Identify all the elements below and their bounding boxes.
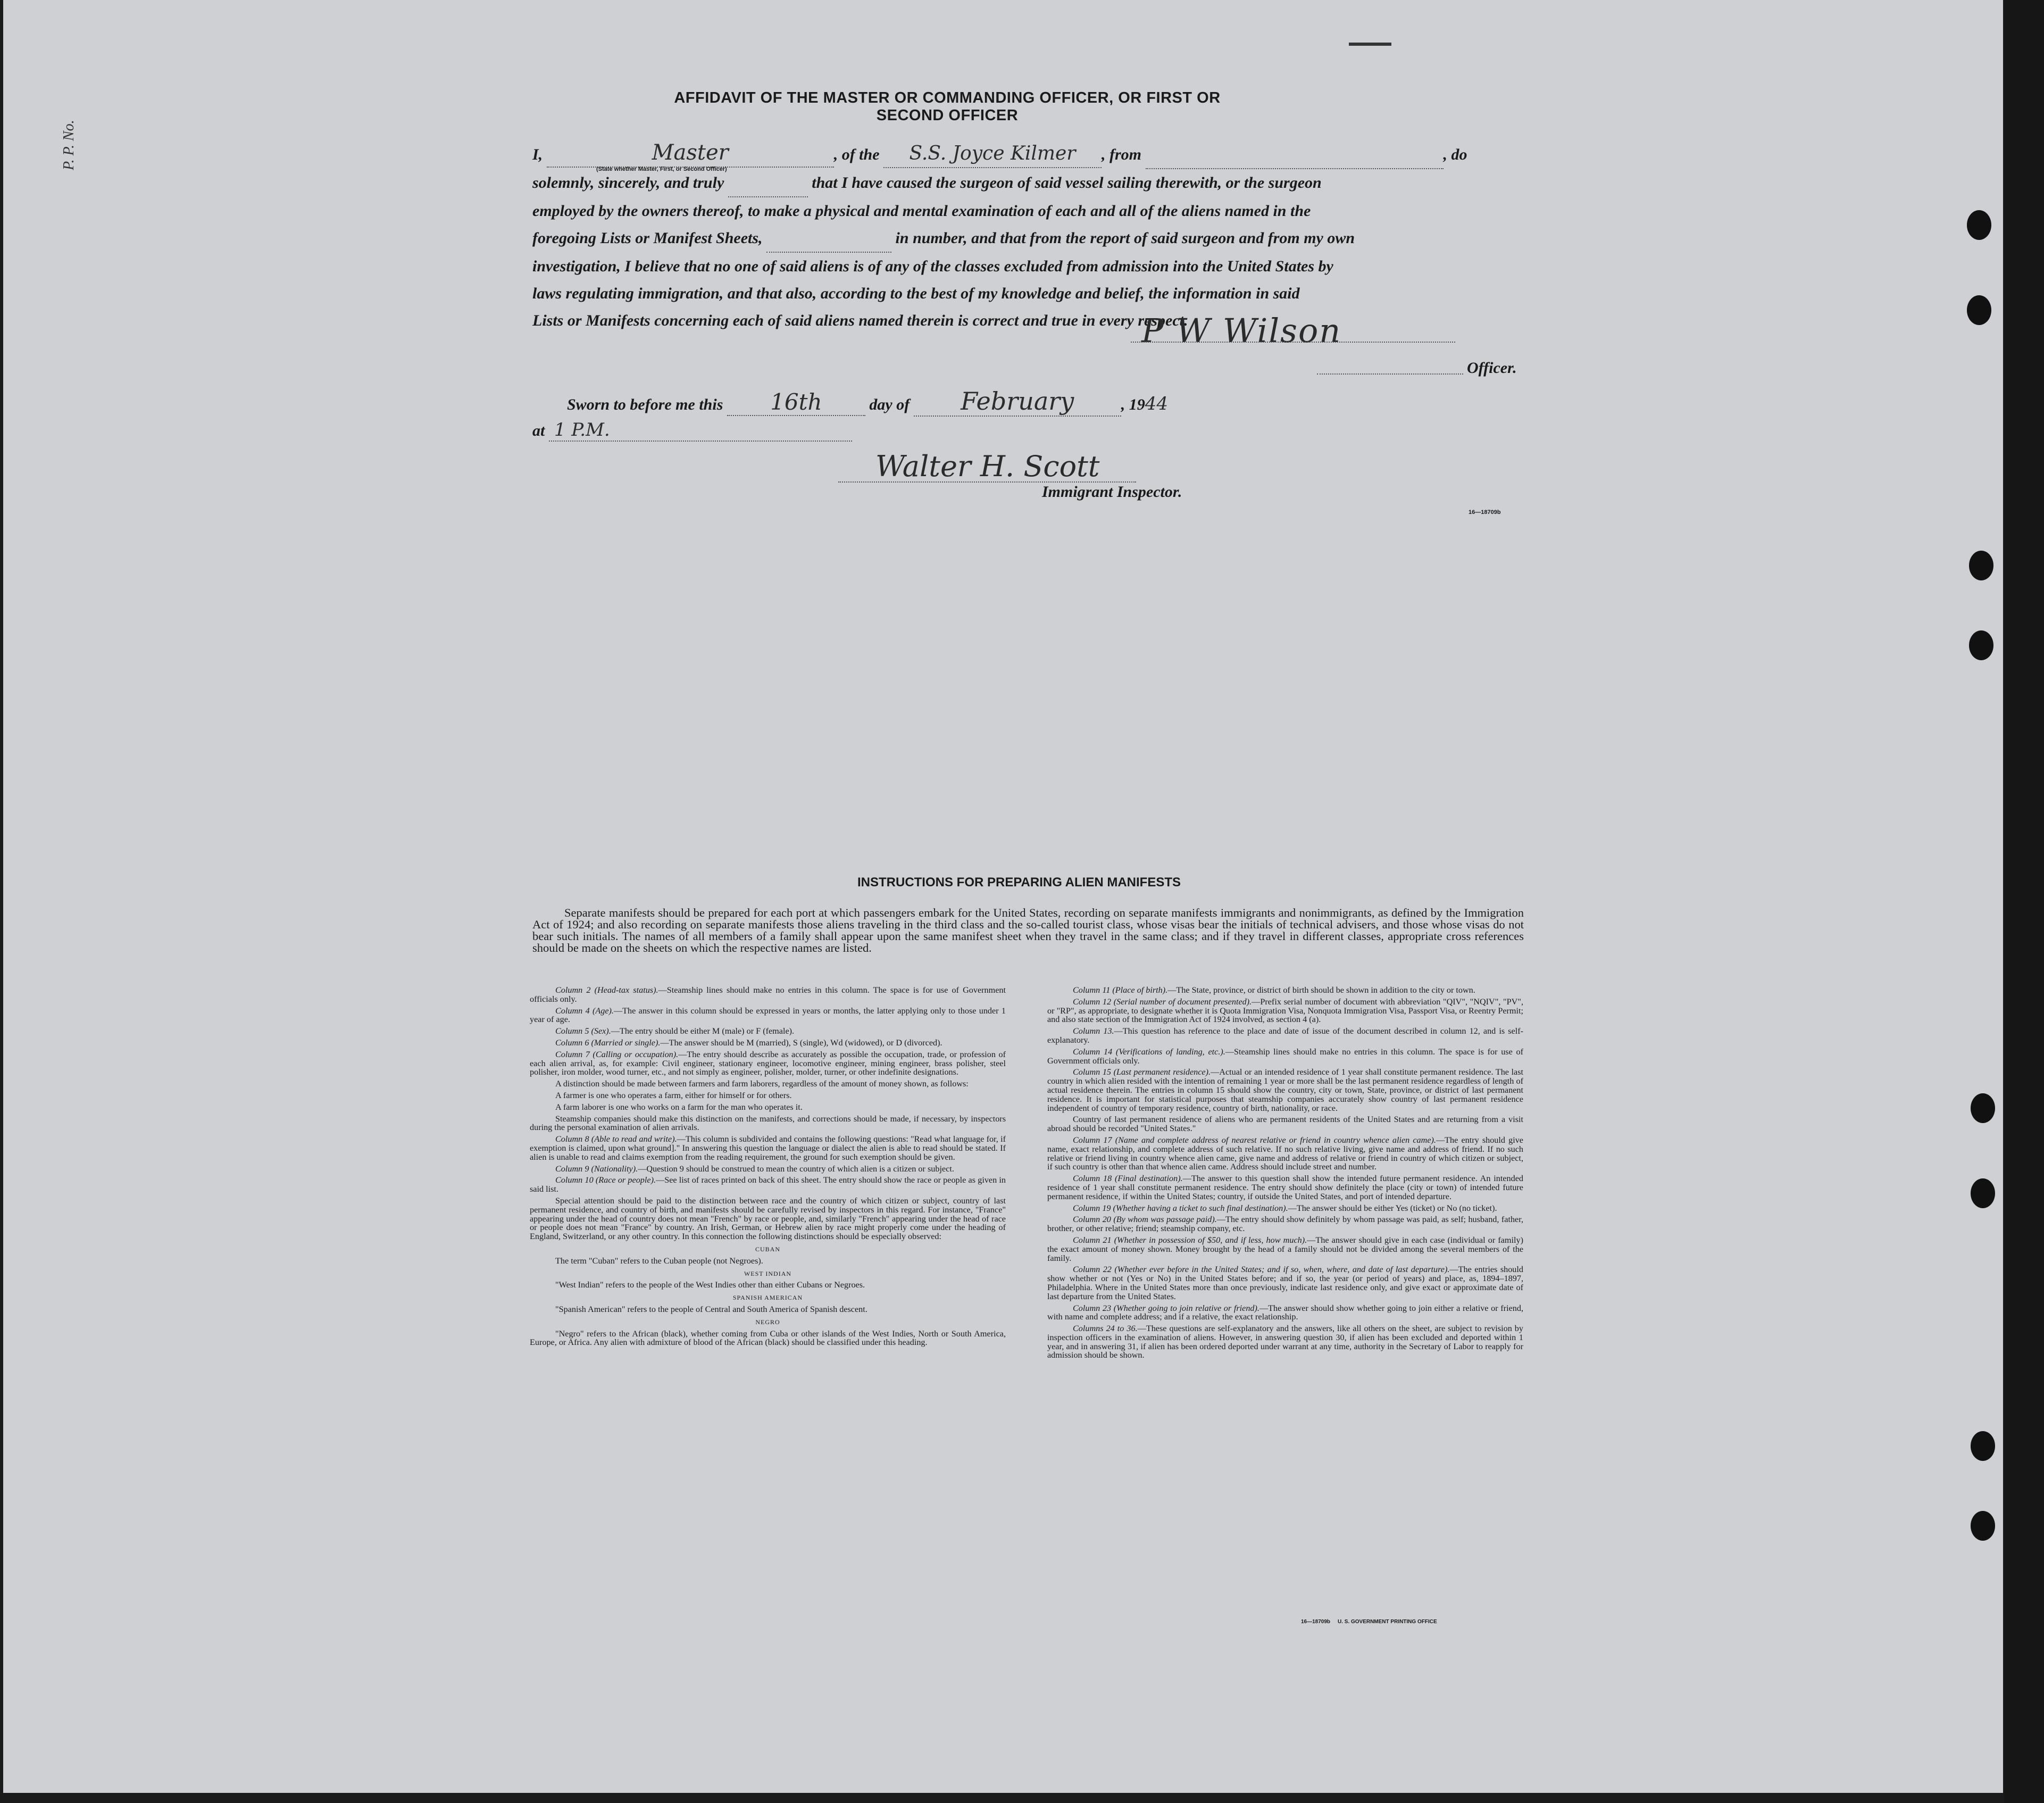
affidavit-line-5: investigation, I believe that no one of said aliens is of any of the classes excluded from admission into the United States by: [532, 257, 1333, 275]
instruction-lead: Column 9 (Nationality).: [555, 1164, 638, 1174]
instruction-lead: Column 13.: [1073, 1026, 1114, 1036]
instruction-text: —Question 9 should be construed to mean the country of which alien is a citizen or subject.: [638, 1164, 954, 1174]
instruction-lead: Column 11 (Place of birth).: [1073, 985, 1168, 995]
instruction-text: —The entry should show definitely by whom passage was paid, as self; husband, father, brother, or other relative; friend; steamship company, etc.: [1047, 1215, 1524, 1234]
instruction-paragraph: [1047, 1027, 1523, 1045]
instruction-paragraph: [530, 986, 1006, 1004]
instructions-right-column: [1047, 986, 1523, 1362]
instruction-paragraph: [530, 1197, 1006, 1241]
instruction-paragraph: [530, 1091, 1006, 1100]
text-number: in number, and that from the report of said surgeon and from my own: [895, 229, 1355, 247]
affidavit-line-1: [532, 139, 1524, 169]
instruction-paragraph: [1047, 1324, 1523, 1360]
corner-mark: [1349, 43, 1391, 46]
instruction-paragraph: [1047, 1204, 1523, 1213]
instruction-text: "West Indian" refers to the people of the West Indies other than either Cubans or Negroes.: [555, 1280, 865, 1290]
binder-edge: [2004, 0, 2044, 1803]
instruction-text: —The entry should give name, exact relationship, and complete address of such relative. If no such relative living, give name and address of friend. If no such relative or friend living in country whence alien came, give name and address of relative or friend in country of which citizen or subject, if such country is other than that whence alien came. Address should include street and number.: [1047, 1135, 1523, 1172]
rank-hint: (State whether Master, First, or Second Officer): [596, 166, 727, 172]
instruction-paragraph: [1047, 998, 1523, 1024]
officer-signature-line: [1131, 342, 1455, 343]
instruction-lead: Column 4 (Age).: [555, 1006, 614, 1016]
instruction-lead: Column 19 (Whether having a ticket to such final destination).: [1073, 1203, 1288, 1213]
instruction-lead: Column 20 (By whom was passage paid).: [1073, 1215, 1217, 1225]
instruction-text: "Negro" refers to the African (black), whether coming from Cuba or other islands of the West Indies, North or South America, Europe, or Africa. Any alien with admixture of blood of the African (black) should be classified under this heading.: [530, 1328, 1006, 1348]
instruction-paragraph: [1047, 1136, 1523, 1171]
binder-hole: [1971, 1178, 1995, 1208]
instructions-title: INSTRUCTIONS FOR PREPARING ALIEN MANIFESTS: [857, 875, 1181, 890]
manifest-sheet: [3, 0, 2003, 1793]
instruction-lead: Column 18 (Final destination).: [1073, 1174, 1183, 1184]
text-of-the: , of the: [833, 146, 880, 163]
officer-name-line: [1317, 373, 1463, 375]
rank-field: Master: [547, 139, 834, 168]
instruction-paragraph: [1047, 1215, 1523, 1233]
instruction-text: The term "Cuban" refers to the Cuban people (not Negroes).: [555, 1256, 763, 1266]
instruction-paragraph: [1047, 1068, 1523, 1112]
instruction-text: "Spanish American" refers to the people of Central and South America of Spanish descent.: [555, 1304, 867, 1314]
instruction-paragraph: [530, 1305, 1006, 1314]
text-day-of: day of: [869, 396, 910, 413]
text-sworn: Sworn to before me this: [567, 396, 723, 413]
text-i: I,: [532, 146, 543, 163]
inspector-signature-line: [838, 481, 1136, 483]
instruction-lead: Columns 24 to 36.: [1073, 1324, 1138, 1334]
footer-form-code: 16—18709b: [1301, 1619, 1331, 1625]
instruction-paragraph: [530, 1176, 1006, 1194]
instruction-text: —The answer should give in each case (individual or family) the exact amount of money shown. Money brought by the head of a family should not be divided among the several members of the family.: [1047, 1235, 1523, 1263]
text-solemnly: solemnly, sincerely, and truly: [532, 174, 724, 192]
instruction-paragraph: [530, 1027, 1006, 1036]
text-foregoing: foregoing Lists or Manifest Sheets,: [532, 229, 763, 247]
binder-hole: [1969, 551, 1993, 580]
instruction-paragraph: [530, 1281, 1006, 1290]
instruction-paragraph: [530, 1135, 1006, 1161]
instruction-lead: Column 14 (Verifications of landing, etc.).: [1073, 1046, 1225, 1057]
instruction-paragraph: [1047, 986, 1523, 995]
instruction-text: Steamship companies should make this distinction on the manifests, and corrections should be made, if necessary, by inspectors during the personal examination of alien arrivals.: [530, 1114, 1006, 1133]
instruction-lead: Column 6 (Married or single).: [555, 1037, 661, 1048]
binder-hole: [1967, 295, 1991, 325]
binder-hole: [1969, 630, 1993, 660]
instruction-text: —Steamship lines should make no entries in this column. The space is for use of Government officials only.: [530, 985, 1006, 1004]
instruction-lead: Column 17 (Name and complete address of nearest relative or friend in country whence alien came).: [1073, 1135, 1436, 1145]
instruction-text: A farm laborer is one who works on a farm for the man who operates it.: [555, 1102, 803, 1112]
day-field: 16th: [727, 389, 865, 416]
instruction-text: —The State, province, or district of birth should be shown in addition to the city or town.: [1167, 985, 1475, 995]
instruction-lead: Column 8 (Able to read and write).: [555, 1134, 677, 1144]
instruction-lead: Column 5 (Sex).: [555, 1026, 611, 1036]
margin-note: P. P. No.: [61, 120, 77, 170]
vessel-field: S.S. Joyce Kilmer: [883, 140, 1102, 168]
section-heading: CUBAN: [755, 1245, 780, 1253]
instruction-text: —This question has reference to the place and date of issue of the document described in column 12, and is self-explanatory.: [1047, 1026, 1523, 1045]
form-code: 16—18709b: [1469, 509, 1501, 516]
instruction-paragraph: [530, 1165, 1006, 1174]
text-from: , from: [1102, 146, 1142, 163]
instruction-paragraph: [530, 1103, 1006, 1112]
instruction-text: —Steamship lines should make no entries in this column. The space is for use of Government officials only.: [1047, 1046, 1523, 1066]
month-field: February: [914, 387, 1121, 417]
instruction-text: —The answer should be either Yes (ticket) or No (no ticket).: [1288, 1203, 1497, 1213]
instruction-text: —See list of races printed on back of this sheet. The entry should show the race or people as given in said list.: [530, 1175, 1006, 1194]
section-heading: WEST INDIAN: [744, 1269, 792, 1277]
inspector-signature: Walter H. Scott: [875, 450, 1100, 483]
affidavit-line-2: [532, 169, 1524, 197]
instruction-paragraph: [1047, 1174, 1523, 1201]
binder-hole: [1967, 210, 1991, 240]
instruction-text: —The entry should be either M (male) or F (female).: [611, 1026, 795, 1036]
instruction-text: Country of last permanent residence of aliens who are permanent residents of the United States and are returning from a visit abroad should be recorded "United States.": [1047, 1115, 1523, 1134]
instructions-left-column: [530, 986, 1006, 1350]
instruction-paragraph: [1047, 1115, 1523, 1133]
binder-hole: [1971, 1093, 1995, 1123]
affidavit-line-4: [532, 225, 1524, 253]
binder-hole: [1971, 1511, 1995, 1541]
instruction-paragraph: [1047, 1265, 1523, 1301]
blank-field: [728, 169, 808, 197]
instruction-text: A distinction should be made between farmers and farm laborers, regardless of the amount of money shown, as follows:: [555, 1079, 969, 1089]
instruction-lead: Column 23 (Whether going to join relative or friend).: [1073, 1303, 1259, 1313]
affidavit-title: AFFIDAVIT OF THE MASTER OR COMMANDING OFFICER, OR FIRST OR SECOND OFFICER: [674, 89, 1221, 124]
count-field: [766, 225, 891, 253]
at-field: 1 P.M.: [549, 419, 852, 442]
affidavit-line-7: Lists or Manifests concerning each of said aliens named therein is correct and true in every respect.: [532, 312, 1188, 329]
text-at: at: [532, 422, 545, 439]
instruction-paragraph: [530, 1050, 1006, 1077]
text-surgeon: that I have caused the surgeon of said vessel sailing therewith, or the surgeon: [812, 174, 1322, 192]
instruction-text: —The answer in this column should be expressed in years or months, the latter applying only to those under 1 year of age.: [530, 1006, 1006, 1025]
instruction-paragraph: [530, 1079, 1006, 1089]
printer-credit: U. S. GOVERNMENT PRINTING OFFICE: [1337, 1619, 1437, 1625]
instruction-lead: Column 21 (Whether in possession of $50, and if less, how much).: [1073, 1235, 1307, 1245]
instruction-paragraph: [1047, 1304, 1523, 1322]
instruction-lead: Column 15 (Last permanent residence).: [1073, 1067, 1211, 1077]
instruction-paragraph: [530, 1330, 1006, 1348]
sworn-line: [567, 387, 1168, 417]
from-field: [1146, 141, 1444, 169]
year-field: 44: [1145, 393, 1168, 414]
text-do: , do: [1443, 146, 1467, 163]
instruction-text: —The answer to this question shall show the intended future permanent residence. An intended residence of 1 year shall constitute permanent residence. The entry should show definitely the place (city or town) of intended future permanent residence, if within the United States; country, if outside the United States, and port of intended departure.: [1047, 1174, 1523, 1201]
instruction-paragraph: [530, 1007, 1006, 1025]
affidavit-line-3: employed by the owners thereof, to make a physical and mental examination of each and all of the aliens named in the: [532, 202, 1311, 220]
section-heading: NEGRO: [755, 1318, 780, 1326]
instruction-paragraph: [530, 1038, 1006, 1048]
instruction-text: A farmer is one who operates a farm, either for himself or for others.: [555, 1090, 792, 1100]
instruction-text: —The entries should show whether or not (Yes or No) in the United States before; and if so, the year (or period of years) and place, as, 1894–1897, Philadelphia. Where in the United States more than once previously, indicate last residence only, and give exact or approximate date of last departure from the United States.: [1047, 1265, 1523, 1301]
instruction-paragraph: [1047, 1048, 1523, 1066]
instruction-lead: Column 2 (Head-tax status).: [555, 985, 658, 995]
officer-signature: P W Wilson: [1141, 311, 1342, 350]
instruction-lead: Column 22 (Whether ever before in the United States; and if so, when, where, and date of last departure).: [1073, 1265, 1450, 1275]
instruction-lead: Column 12 (Serial number of document presented).: [1073, 996, 1252, 1007]
instruction-paragraph: [530, 1257, 1006, 1266]
officer-label: Officer.: [1467, 359, 1517, 377]
instruction-text: Special attention should be paid to the distinction between race and the country of which citizen or subject, country of last permanent residence, and country of birth, and manifests should be carefully revised by inspectors in this regard. For instance, "France" appearing under the head of country does not mean "French" by race or people, and, similarly "French" appearing under the head of race or people does not mean "France" by country. An Irish, German, or Hebrew alien by race might properly come under the heading of England, Switzerland, or any other country. In this connection the following distinctions should be especially observed:: [530, 1195, 1006, 1242]
instruction-text: —Actual or an intended residence of 1 year shall constitute permanent residence. The last country in which alien resided with the intention of remaining 1 year or more shall be the last permanent residence regardless of length of actual residence therein. The entries in column 15 should show the country, city or town, State, province, or district of last permanent residence. It is important for statistical purposes that steamship companies accurately show country of last permanent residence independent of country of temporary residence, country of birth, nationality, or race.: [1047, 1067, 1524, 1113]
instruction-text: —These questions are self-explanatory and the answers, like all others on the sheet, are subject to revision by inspection officers in the examination of aliens. However, in answering question 30, if alien has been excluded and deported within 1 year, and in answering 31, if alien has been ordered deported under warrant at any time, authority in the Secretary of Labor to reapply for admission should be shown.: [1047, 1324, 1523, 1360]
at-line: [532, 419, 852, 442]
instructions-intro: Separate manifests should be prepared for each port at which passengers embark for the United States, recording on separate manifests immigrants and nonimmigrants, as defined by the Immigration Act of 1924; and also recording on separate manifests those aliens traveling in the third class and the so-called tourist class, whose visas bear the initials of technical advisers, and those whose visas do not bear such initials. The names of all members of a family shall appear upon the same manifest sheet when they travel in the same class; and if they travel in different classes, appropriate cross references should be made on the sheets on which the respective names are listed.: [532, 906, 1524, 954]
instruction-lead: Column 7 (Calling or occupation).: [555, 1049, 679, 1059]
instruction-text: —This column is subdivided and contains the following questions: "Read what language for, if exemption is claimed, upon what ground]." In answering this question the language or dialect the alien is able to read should be stated. If alien is unable to read and claims exemption from the reading requirement, the ground for such exemption should be given.: [530, 1134, 1006, 1162]
affidavit-line-6: laws regulating immigration, and that also, according to the best of my knowledge and belief, the information in said: [532, 285, 1300, 302]
instruction-text: —Prefix serial number of document with abbreviation "QIV", "NQIV", "PV", or "RP", as appropriate, to designate whether it is Quota Immigration Visa, Nonquota Immigration Visa, Passport Visa, or Reentry Permit; and also state section of the Immigration Act of 1924 involved, as section 4 (a).: [1047, 996, 1523, 1025]
instruction-paragraph: [1047, 1236, 1523, 1262]
binder-hole: [1971, 1431, 1995, 1461]
inspector-label: Immigrant Inspector.: [1042, 483, 1182, 501]
instruction-text: —The answer should be M (married), S (single), Wd (widowed), or D (divorced).: [660, 1037, 942, 1048]
instruction-text: —The answer should show whether going to join either a relative or friend, with name and complete address; and if a relative, the exact relationship.: [1047, 1303, 1523, 1322]
instruction-paragraph: [530, 1115, 1006, 1133]
instruction-text: —The entry should describe as accurately as possible the occupation, trade, or profession of each alien arrival, as, for example: Civil engineer, stationary engineer, locomotive engineer, mining engineer, brass polisher, steel polisher, iron molder, wood turner, etc., and not simply as engineer, polisher, molder, turner, or other indefinite designations.: [530, 1049, 1006, 1077]
text-year-prefix: , 19: [1121, 396, 1145, 413]
section-heading: SPANISH AMERICAN: [732, 1294, 803, 1302]
footer-code: [1301, 1619, 1437, 1625]
instruction-lead: Column 10 (Race or people).: [555, 1175, 656, 1185]
